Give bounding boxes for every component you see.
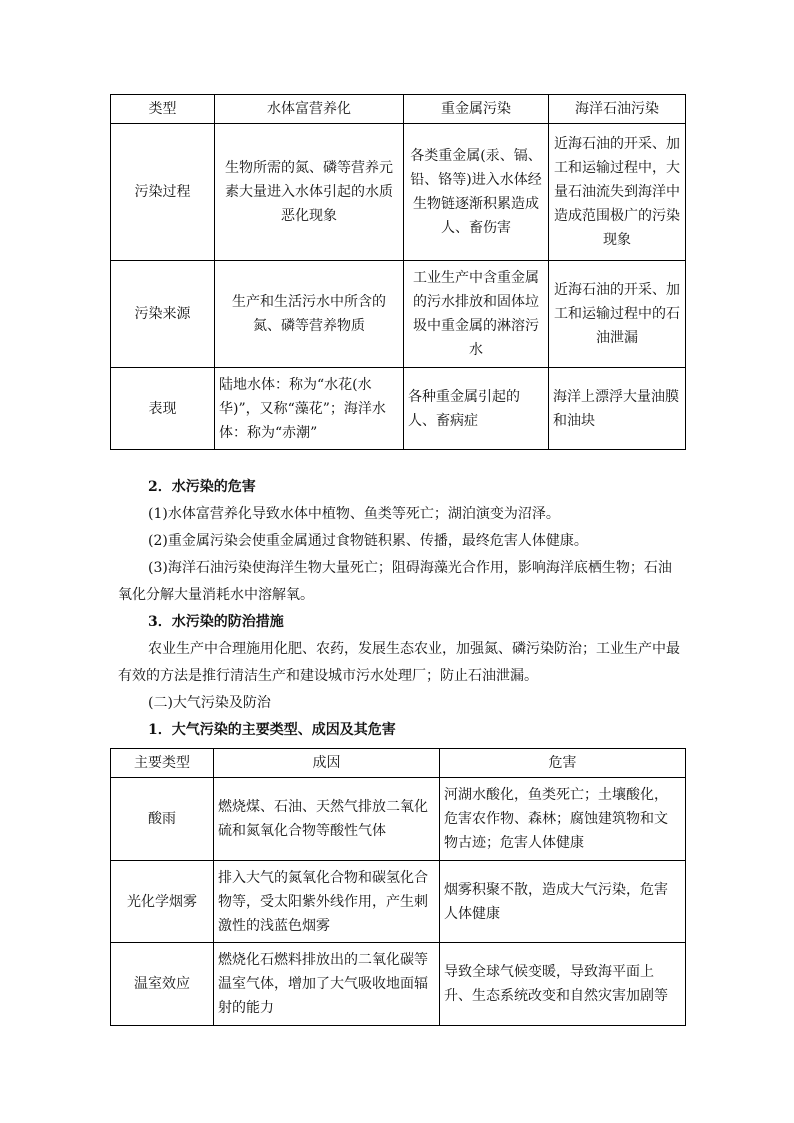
- table-header-row: [111, 749, 686, 778]
- table-cell: 各类重金属(汞、镉、铅、铬等)进入水体经生物链逐渐积累造成人、畜伤害: [404, 124, 549, 261]
- air-pollution-table: [110, 748, 686, 1026]
- row-label: 污染过程: [111, 124, 215, 261]
- table-cell: 近海石油的开采、加工和运输过程中的石油泄漏: [549, 261, 686, 368]
- paragraph: (2)重金属污染会使重金属通过食物链积累、传播，最终危害人体健康。: [148, 533, 588, 549]
- paragraph: 农业生产中合理施用化肥、农药，发展生态农业，加强氮、磷污染防治；工业生产中最有效的方法是推行清洁生产和建设城市污水处理厂；防止石油泄漏。: [118, 641, 680, 684]
- table-cell: 工业生产中含重金属的污水排放和固体垃圾中重金属的淋溶污水: [404, 261, 549, 368]
- table-row: [111, 943, 686, 1026]
- table-row: [111, 778, 686, 861]
- header-cell: 类型: [111, 95, 215, 124]
- table-row: [111, 368, 686, 450]
- table-cell: 近海石油的开采、加工和运输过程中，大量石油流失到海洋中造成范围极广的污染现象: [549, 124, 686, 261]
- table-cell: 海洋上漂浮大量油膜和油块: [549, 368, 686, 450]
- water-pollution-table: [110, 94, 686, 450]
- table-cell: 各种重金属引起的人、畜病症: [404, 368, 549, 450]
- row-label: 表现: [111, 368, 215, 450]
- header-cell: 重金属污染: [404, 95, 549, 124]
- table-row: [111, 124, 686, 261]
- table-cell: 陆地水体：称为“水花(水华)”，又称“藻花”；海洋水体：称为“赤潮”: [215, 368, 404, 450]
- row-label: 酸雨: [111, 778, 214, 861]
- header-cell: 成因: [214, 749, 440, 778]
- table-cell: 生物所需的氮、磷等营养元素大量进入水体引起的水质恶化现象: [215, 124, 404, 261]
- paragraph: (3)海洋石油污染使海洋生物大量死亡；阻碍海藻光合作用，影响海洋底栖生物；石油氧化分解大量消耗水中溶解氧。: [118, 560, 672, 603]
- table-cell: 生产和生活污水中所含的氮、磷等营养物质: [215, 261, 404, 368]
- paragraph: (1)水体富营养化导致水体中植物、鱼类等死亡；湖泊演变为沼泽。: [148, 506, 560, 522]
- header-cell: 水体富营养化: [215, 95, 404, 124]
- header-cell: 海洋石油污染: [549, 95, 686, 124]
- table-row: [111, 861, 686, 943]
- section-heading: (二)大气污染及防治: [148, 695, 271, 711]
- table-cell: 燃烧化石燃料排放出的二氧化碳等温室气体，增加了大气吸收地面辐射的能力: [214, 943, 440, 1026]
- table-cell: 烟雾积聚不散，造成大气污染，危害人体健康: [440, 861, 686, 943]
- row-label: 污染来源: [111, 261, 215, 368]
- header-cell: 危害: [440, 749, 686, 778]
- table-header-row: [111, 95, 686, 124]
- section-heading: 3．水污染的防治措施: [148, 614, 284, 630]
- table-cell: 导致全球气候变暖，导致海平面上升、生态系统改变和自然灾害加剧等: [440, 943, 686, 1026]
- table-cell: 河湖水酸化，鱼类死亡；土壤酸化，危害农作物、森林；腐蚀建筑物和文物古迹；危害人体健康: [440, 778, 686, 861]
- header-cell: 主要类型: [111, 749, 214, 778]
- section-heading: 2．水污染的危害: [148, 479, 256, 495]
- section-subheading: 1．大气污染的主要类型、成因及其危害: [148, 722, 396, 738]
- row-label: 温室效应: [111, 943, 214, 1026]
- table-cell: 燃烧煤、石油、天然气排放二氧化硫和氮氧化合物等酸性气体: [214, 778, 440, 861]
- table-row: [111, 261, 686, 368]
- table-cell: 排入大气的氮氧化合物和碳氢化合物等，受太阳紫外线作用，产生刺激性的浅蓝色烟雾: [214, 861, 440, 943]
- row-label: 光化学烟雾: [111, 861, 214, 943]
